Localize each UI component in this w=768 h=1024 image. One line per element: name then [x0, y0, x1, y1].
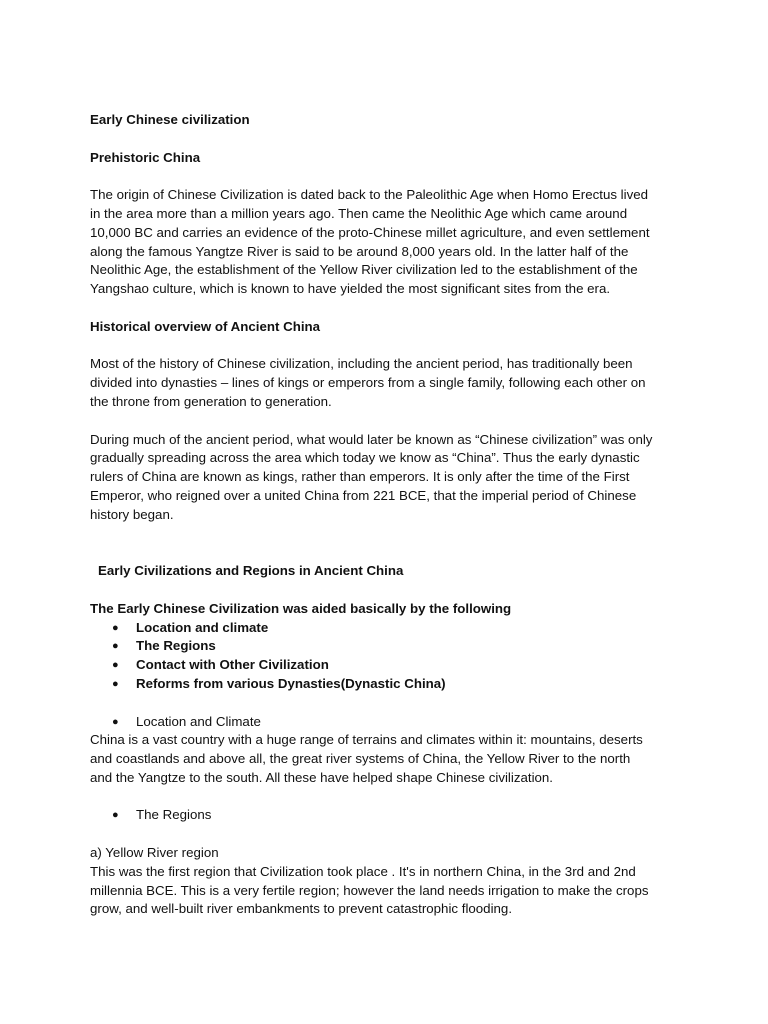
text-line: The origin of Chinese Civilization is dated back to the Paleolithic Age when Homo Erectus lived — [90, 187, 649, 203]
bullet-icon: ● — [112, 621, 119, 634]
paragraph-prehistoric-china — [90, 186, 690, 299]
list-item — [90, 675, 690, 694]
paragraph-ancient-period — [90, 431, 690, 525]
list-item-label: Reforms from various Dynasties(Dynastic China) — [136, 675, 446, 691]
text-line: grow, and well-built river embankments to prevent catastrophic flooding. — [90, 901, 513, 917]
document-title: Early Chinese civilization — [90, 112, 250, 127]
list-item-label: Contact with Other Civilization — [136, 657, 329, 673]
text-line: millennia BCE. This is a very fertile region; however the land needs irrigation to make the crops — [90, 882, 649, 898]
list-item — [90, 619, 690, 638]
paragraph-yellow-river — [90, 863, 690, 919]
bullet-icon: ● — [112, 809, 119, 822]
list-item — [90, 637, 690, 656]
text-line: Yangshao culture, which is known to have yielded the most significant sites from the era. — [90, 281, 611, 297]
heading-historical-overview: Historical overview of Ancient China — [90, 318, 321, 334]
text-line: history began. — [90, 506, 174, 522]
text-line: This was the first region that Civilization took place . It's in northern China, in the 3rd and 2nd — [90, 863, 636, 879]
heading-prehistoric-china: Prehistoric China — [90, 149, 201, 165]
text-line: rulers of China are known as kings, rather than emperors. It is only after the time of the First — [90, 469, 630, 485]
bullet-icon: ● — [112, 677, 119, 690]
subheading-location-climate — [90, 713, 690, 732]
list-item-label: Location and climate — [136, 619, 269, 635]
subheading-label: The Regions — [136, 807, 212, 823]
subheading-regions — [90, 806, 690, 825]
bullet-icon: ● — [112, 659, 119, 672]
paragraph-location-climate — [90, 731, 690, 787]
text-line: During much of the ancient period, what would later be known as “Chinese civilization” was only — [90, 431, 653, 447]
text-line: Most of the history of Chinese civilization, including the ancient period, has traditionally been — [90, 356, 633, 372]
heading-yellow-river-region: a) Yellow River region — [90, 845, 219, 861]
text-line: gradually spreading across the area which today we know as “China”. Thus the early dynastic — [90, 450, 640, 466]
factors-intro: The Early Chinese Civilization was aided basically by the following — [90, 600, 512, 616]
bullet-icon: ● — [112, 640, 119, 653]
paragraph-dynasties — [90, 355, 690, 411]
list-item — [90, 656, 690, 675]
bullet-icon: ● — [112, 715, 119, 728]
list-item-label: The Regions — [136, 638, 216, 654]
text-line: China is a vast country with a huge range of terrains and climates within it: mountains, deserts — [90, 732, 643, 748]
factors-list — [90, 619, 690, 694]
text-line: Emperor, who reigned over a united China from 221 BCE, that the imperial period of Chinese — [90, 487, 637, 503]
text-line: the throne from generation to generation. — [90, 393, 332, 409]
text-line: divided into dynasties – lines of kings or emperors from a single family, following each other on — [90, 375, 646, 391]
text-line: and the Yangtze to the south. All these have helped shape Chinese civilization. — [90, 769, 554, 785]
text-line: along the famous Yangtze River is said to be around 8,000 years old. In the latter half of the — [90, 243, 629, 259]
text-line: Neolithic Age, the establishment of the Yellow River civilization led to the establishment of the — [90, 262, 638, 278]
text-line: in the area more than a million years ago. Then came the Neolithic Age which came around — [90, 205, 628, 221]
document-page — [90, 111, 690, 919]
text-line: 10,000 BC and carries an evidence of the proto-Chinese millet agriculture, and even settlement — [90, 224, 650, 240]
heading-early-civilizations: Early Civilizations and Regions in Ancient China — [98, 563, 404, 579]
subheading-label: Location and Climate — [136, 713, 261, 729]
text-line: and coastlands and above all, the great river systems of China, the Yellow River to the north — [90, 751, 631, 767]
